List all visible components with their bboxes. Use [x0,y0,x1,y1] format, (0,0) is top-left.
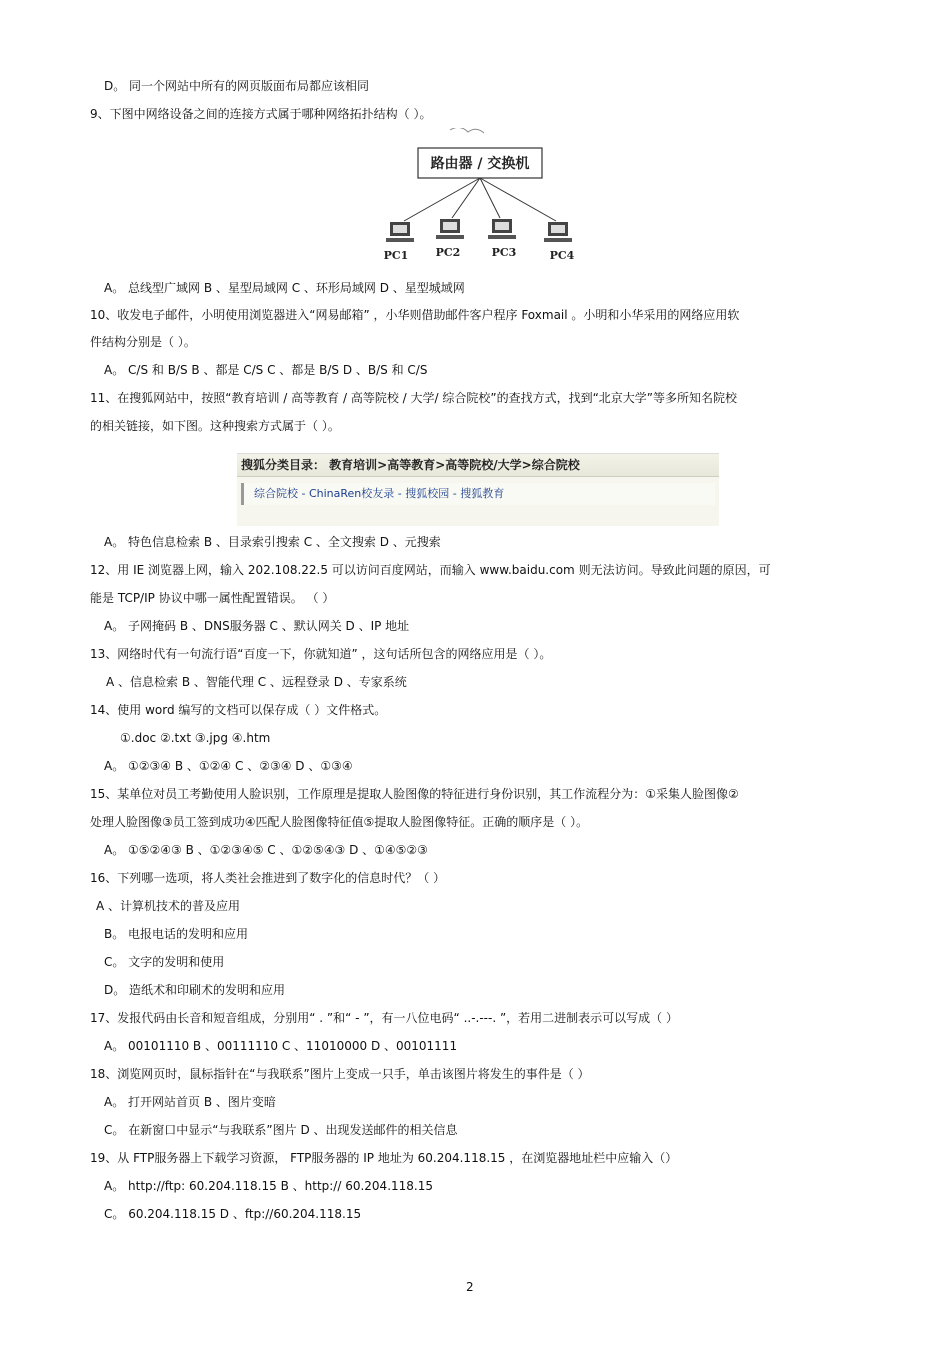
pc3-icon [488,219,516,239]
link-pc1 [404,178,480,221]
q8-option-d: D。 同一个网站中所有的网页版面布局都应该相同 [104,79,370,93]
q19-stem: 19、从 FTP服务器上下载学习资源， FTP服务器的 IP 地址为 60.204.118.15 ，在浏览器地址栏中应输入（） [90,1151,678,1165]
q14-formats: ①.doc ②.txt ③.jpg ④.htm [120,731,271,745]
q10-stem-line2: 件结构分别是（ ）。 [90,335,196,349]
sohu-directory-screenshot [237,453,719,526]
q18-stem: 18、浏览网页时，鼠标指针在“与我联系”图片上变成一只手，单击该图片将发生的事件是（ ） [90,1067,590,1081]
pc1-icon [386,222,414,242]
q16-option-b: B。 电报电话的发明和应用 [104,927,249,941]
directory-links: 综合院校 - ChinaRen校友录 - 搜狐校园 - 搜狐教育 [241,483,715,505]
cloud-outline [450,128,484,133]
directory-breadcrumb: 搜狐分类目录： 教育培训>高等教育>高等院校/大学>综合院校 [237,454,719,477]
q9-stem: 9、下图中网络设备之间的连接方式属于哪种网络拓扑结构（ ）。 [90,107,432,121]
q17-options: A。 00101110 B 、00111110 C 、11010000 D 、00101111 [104,1039,458,1053]
q13-options: A 、信息检索 B 、智能代理 C 、远程登录 D 、专家系统 [106,675,407,689]
q13-stem: 13、网络时代有一句流行语“百度一下，你就知道” ，这句话所包含的网络应用是（ ）。 [90,647,552,661]
pc1-label: PC1 [383,249,409,262]
q19-options-cd: C。 60.204.118.15 D 、ftp://60.204.118.15 [104,1207,362,1221]
link-pc2 [452,178,480,218]
q16-option-c: C。 文字的发明和使用 [104,955,225,969]
q12-stem-line1: 12、用 IE 浏览器上网，输入 202.108.22.5 可以访问百度网站，而输入 www.baidu.com 则无法访问。导致此问题的原因，可 [90,563,771,577]
pc2-label: PC2 [435,246,461,259]
q16-option-a: A 、计算机技术的普及应用 [96,899,241,913]
q9-options: A。 总线型广域网 B 、星型局域网 C 、环形局域网 D 、星型城域网 [104,281,465,295]
q10-stem-line1: 10、收发电子邮件，小明使用浏览器进入“网易邮箱” ，小华则借助邮件客户程序 Foxmail 。小明和小华采用的网络应用软 [90,308,740,322]
q16-stem: 16、下列哪一选项，将人类社会推进到了数字化的信息时代？（ ） [90,871,446,885]
pc3-label: PC3 [491,246,517,259]
q11-stem-line1: 11、在搜狐网站中，按照“教育培训 / 高等教育 / 高等院校 / 大学/ 综合院校”的查找方式，找到“北京大学”等多所知名院校 [90,391,738,405]
q17-stem: 17、发报代码由长音和短音组成，分别用“ . ”和“ - ”，有一八位电码“ ..-.---. ”，若用二进制表示可以写成（ ） [90,1011,678,1025]
q19-options-ab: A。 http://ftp: 60.204.118.15 B 、http:// 60.204.118.15 [104,1179,433,1193]
q15-stem-line1: 15、某单位对员工考勤使用人脸识别，工作原理是提取人脸图像的特征进行身份识别，其工作流程分为：①采集人脸图像② [90,787,739,801]
q18-options-cd: C。 在新窗口中显示“与我联系”图片 D 、出现发送邮件的相关信息 [104,1123,458,1137]
q11-options: A。 特色信息检索 B 、目录索引搜索 C 、全文搜索 D 、元搜索 [104,535,441,549]
q15-options: A。 ①⑤②④③ B 、①②③④⑤ C 、①②⑤④③ D 、①④⑤②③ [104,843,428,857]
q16-option-d: D。 造纸术和印刷术的发明和应用 [104,983,286,997]
q10-options: A。 C/S 和 B/S B 、都是 C/S C 、都是 B/S D 、B/S 和 C/S [104,363,428,377]
router-switch-label: 路由器 / 交换机 [430,156,530,172]
pc4-label: PC4 [549,249,575,262]
q11-stem-line2: 的相关链接，如下图。这种搜索方式属于（ ）。 [90,419,340,433]
q14-options: A。 ①②③④ B 、①②④ C 、②③④ D 、①③④ [104,759,353,773]
pc2-icon [436,219,464,239]
q14-stem: 14、使用 word 编写的文档可以保存成（ ）文件格式。 [90,703,387,717]
q12-options: A。 子网掩码 B 、DNS服务器 C 、默认网关 D 、IP 地址 [104,619,410,633]
q18-options-ab: A。 打开网站首页 B 、图片变暗 [104,1095,276,1109]
pc4-icon [544,222,572,242]
network-topology-figure [372,128,582,270]
link-pc4 [480,178,556,221]
q12-stem-line2: 能是 TCP/IP 协议中哪一属性配置错误。 （ ） [90,591,335,605]
directory-cutoff-row [297,508,719,520]
page-number: 2 [466,1280,474,1294]
q15-stem-line2: 处理人脸图像③员工签到成功④匹配人脸图像特征值⑤提取人脸图像特征。正确的顺序是（ ）。 [90,815,589,829]
